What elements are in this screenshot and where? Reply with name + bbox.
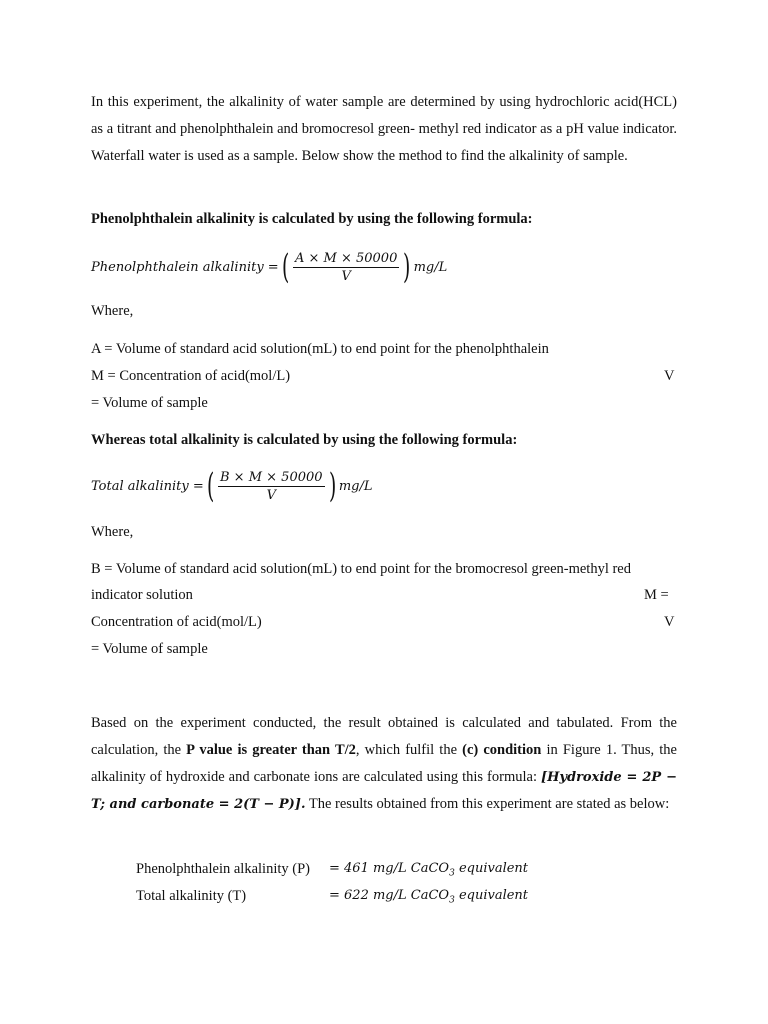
- definition-m: M = Concentration of acid(mol/L): [91, 368, 291, 384]
- definition-v-letter: V: [664, 368, 675, 384]
- left-paren: (: [206, 466, 215, 506]
- result-value-suffix: equivalent: [454, 861, 529, 876]
- result-formula: [Hydroxide = 2P − T; and carbonate = 2(T − P)].: [91, 770, 677, 812]
- formula-lhs: Total alkalinity =: [91, 478, 204, 494]
- intro-paragraph: In this experiment, the alkalinity of water sample are determined by using hydrochloric acid(HCL) as a titrant and phenolphthalein and bromocresol green- methyl red indicator as a pH value indicator. Waterfall water is used as a sample. Below show the method to find the alkalinity of sample.: [91, 94, 677, 164]
- formula-numerator: A × M × 50000: [294, 250, 398, 266]
- definition-a: A = Volume of standard acid solution(mL) to end point for the phenolphthalein: [91, 341, 549, 357]
- formula-denominator: V: [341, 268, 351, 284]
- phenolphthalein-heading: Phenolphthalein alkalinity is calculated by using the following formula:: [91, 211, 533, 227]
- formula-fraction: [218, 470, 325, 503]
- total-alkalinity-heading: Whereas total alkalinity is calculated by using the following formula:: [91, 432, 518, 448]
- left-paren: (: [281, 247, 289, 287]
- result-label: Total alkalinity (T): [136, 888, 247, 904]
- result-label: Phenolphthalein alkalinity (P): [136, 861, 310, 877]
- result-paragraph: [91, 710, 677, 818]
- result-emphasis-p-value: P value is greater than T/2: [186, 742, 356, 758]
- result-row-phenolphthalein: [136, 861, 529, 879]
- definition-v: = Volume of sample: [91, 641, 208, 657]
- definition-m-letter: M =: [644, 587, 669, 603]
- phenolphthalein-formula: [91, 242, 447, 292]
- where-label: Where,: [91, 524, 134, 540]
- result-text-3: in Figure 1. Thus, the alkalinity of hydroxide and carbonate ions are calculated using this formula:: [91, 742, 677, 785]
- formula-denominator: V: [266, 487, 276, 503]
- result-value: [329, 861, 528, 879]
- definition-m: Concentration of acid(mol/L): [91, 614, 262, 630]
- right-paren: ): [403, 247, 411, 287]
- right-paren: ): [328, 466, 336, 506]
- result-emphasis-condition: (c) condition: [462, 742, 542, 758]
- definition-v: = Volume of sample: [91, 395, 208, 411]
- formula-unit: mg/L: [413, 259, 448, 275]
- result-text-1: Based on the experiment conducted, the result obtained is calculated and tabulated. From the calculation, the: [91, 715, 677, 758]
- formula-numerator: B × M × 50000: [220, 469, 323, 485]
- result-value-subscript: 3: [449, 895, 455, 906]
- result-value-main: = 461 mg/L CaCO: [329, 861, 450, 876]
- formula-fraction: [293, 251, 399, 284]
- result-text-4: The results obtained from this experiment are stated as below:: [305, 796, 670, 812]
- result-text-2: , which fulfil the: [355, 742, 463, 758]
- result-value: [329, 888, 528, 906]
- total-alkalinity-formula: [91, 461, 372, 511]
- result-value-suffix: equivalent: [454, 888, 529, 903]
- definition-b: B = Volume of standard acid solution(mL) to end point for the bromocresol green-methyl red: [91, 561, 631, 577]
- formula-unit: mg/L: [338, 478, 373, 494]
- result-value-main: = 622 mg/L CaCO: [329, 888, 450, 903]
- definition-v-letter: V: [664, 614, 675, 630]
- where-label: Where,: [91, 303, 134, 319]
- result-row-total: [136, 888, 529, 906]
- definition-b-continued: indicator solution: [91, 587, 193, 603]
- formula-lhs: Phenolphthalein alkalinity =: [91, 259, 279, 275]
- result-value-subscript: 3: [449, 868, 455, 879]
